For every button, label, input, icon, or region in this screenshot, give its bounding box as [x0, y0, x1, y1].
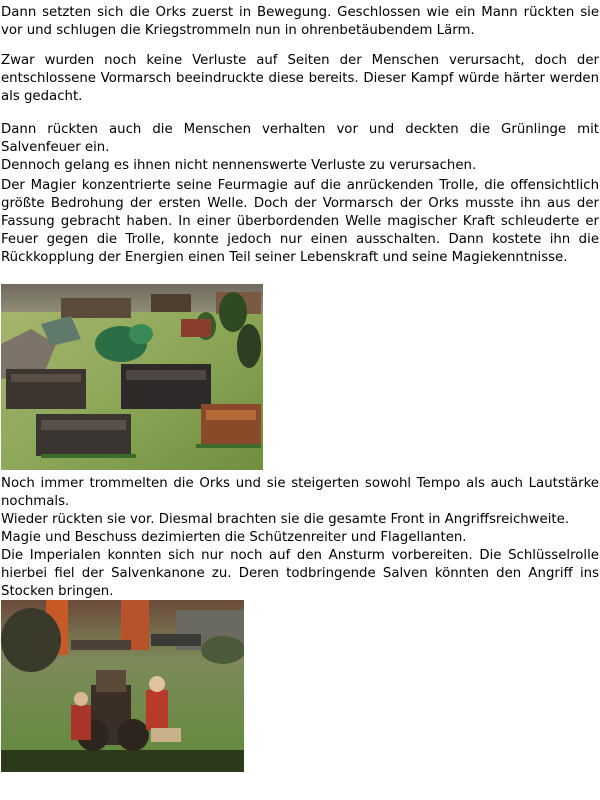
paragraph-orks-advance: Dann setzten sich die Orks zuerst in Bewegung. Geschlossen wie ein Mann rückten sie vor und schlugen die Kriegstrommeln nun in ohrenbetäubendem Lärm. — [1, 5, 599, 38]
paragraph-drums-tempo: Noch immer trommelten die Orks und sie steigerten sowohl Tempo als auch Lautstärke nochmals. — [1, 476, 599, 509]
paragraph-imperials-prepare: Die Imperialen konnten sich nur noch auf den Ansturm vorbereiten. Die Schlüsselrolle hierbei fiel der Salvenkanone zu. Deren todbringende Salven könnten den Angriff ins Stocken bringen. — [1, 548, 599, 599]
paragraph-no-losses: Zwar wurden noch keine Verluste auf Seiten der Menschen verursacht, doch der entschlossene Vormarsch beeindruckte diese bereits. Dieser Kampf würde härter werden als gedacht. — [1, 53, 599, 104]
battle-photo-volley-gun — [1, 600, 244, 772]
paragraph-charge-range: Wieder rückten sie vor. Diesmal brachten sie die gesamte Front in Angriffsreichweite. — [1, 512, 570, 527]
paragraph-humans-advance: Dann rückten auch die Menschen verhalten vor und deckten die Grünlinge mit Salvenfeuer ein. — [1, 122, 599, 155]
paragraph-wizard-fire-magic: Der Magier konzentrierte seine Feurmagie auf die anrückenden Trolle, die offensichtlich größte Bedrohung der ersten Welle. Doch der Vormarsch der Orks musste ihn aus der Fassung gebracht haben. In einer überbordenden Welle magischer Kraft schleuderte er Feuer gegen die Trolle, konnte jedoch nur einen ausschalten. Dann kostete ihn die Rückkopplung der Energien einen Teil seiner Lebenskraft und seine Magiekenntnisse. — [1, 178, 599, 265]
paragraph-no-significant-losses: Dennoch gelang es ihnen nicht nennenswerte Verluste zu verursachen. — [1, 158, 477, 173]
paragraph-magic-shooting: Magie und Beschuss dezimierten die Schützenreiter und Flagellanten. — [1, 530, 467, 545]
battle-photo-ork-army — [1, 284, 263, 470]
